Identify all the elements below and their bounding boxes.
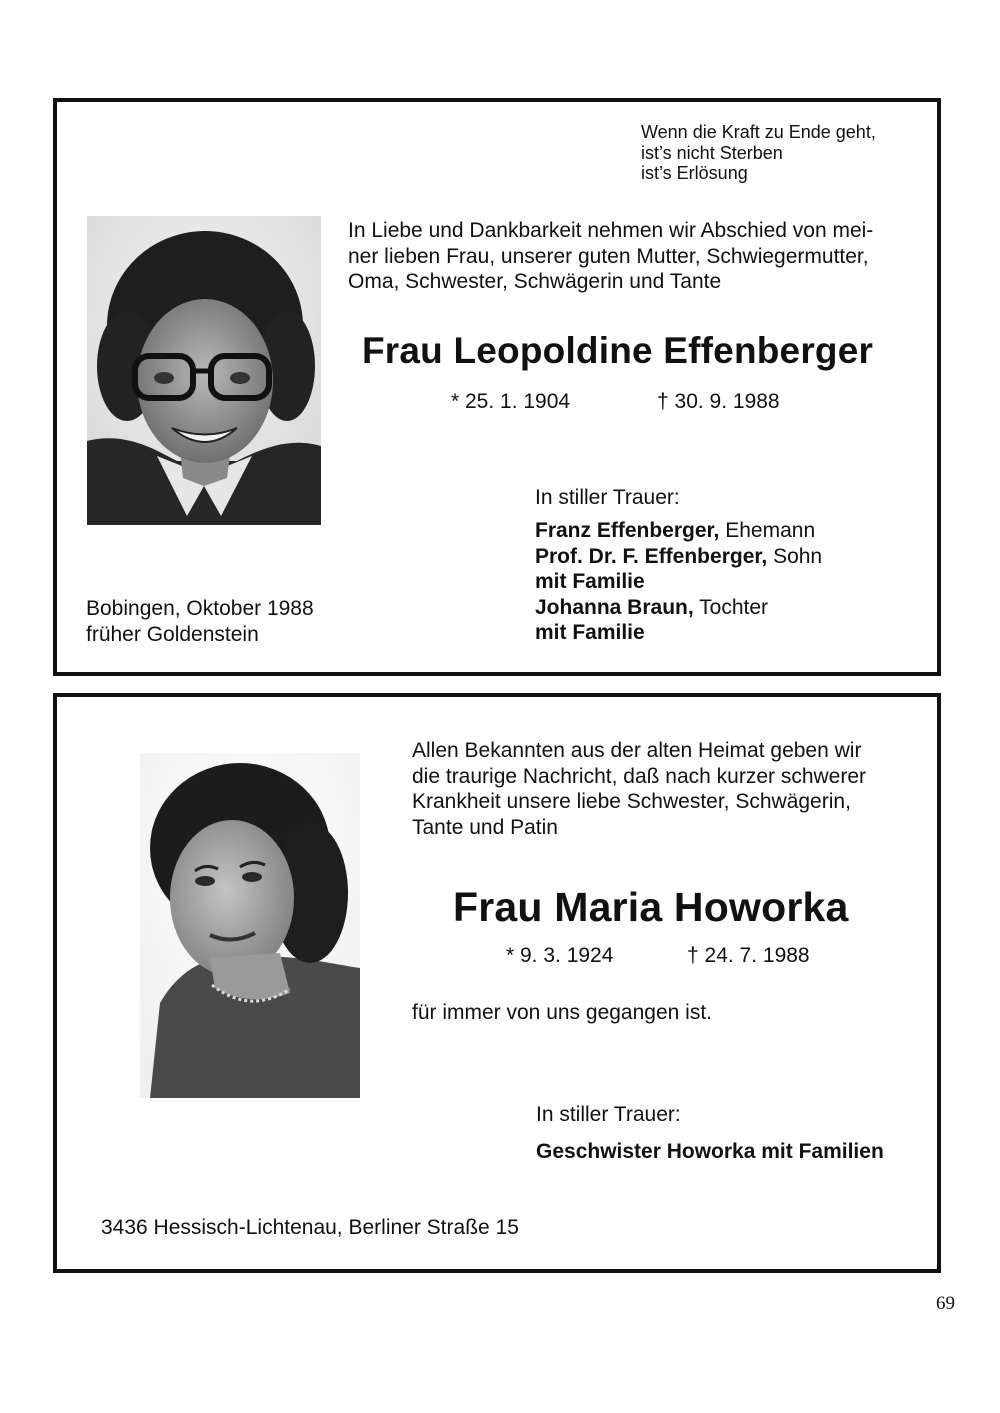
mourner-line bbox=[535, 620, 822, 646]
birth-date: * 25. 1. 1904 bbox=[451, 390, 571, 413]
closing-text: für immer von uns gegangen ist. bbox=[412, 1001, 712, 1024]
death-date: † 30. 9. 1988 bbox=[657, 390, 780, 413]
mourner-line bbox=[535, 595, 822, 621]
birth-date: * 9. 3. 1924 bbox=[506, 944, 614, 967]
intro-line: Allen Bekannten aus der alten Heimat geben wir bbox=[412, 739, 862, 762]
deceased-name: Frau Leopoldine Effenberger bbox=[362, 330, 874, 371]
intro-text bbox=[412, 738, 866, 840]
mourners-list bbox=[535, 518, 822, 646]
mourner-role: Sohn bbox=[767, 544, 823, 568]
mourning-label: In stiller Trauer: bbox=[536, 1103, 681, 1126]
mourning-label: In stiller Trauer: bbox=[535, 486, 680, 509]
deceased-name: Frau Maria Howorka bbox=[453, 884, 849, 930]
mourner-name: mit Familie bbox=[535, 570, 645, 593]
place-and-date bbox=[86, 596, 314, 647]
intro-line: ner lieben Frau, unserer guten Mutter, Schwiegermutter, bbox=[348, 244, 869, 268]
intro-text bbox=[348, 218, 873, 295]
page-number: 69 bbox=[936, 1293, 955, 1314]
portrait-photo-leopoldine bbox=[87, 216, 321, 525]
obituary-notice-howorka bbox=[53, 693, 941, 1273]
motto bbox=[641, 122, 876, 184]
place-line: früher Goldenstein bbox=[86, 622, 259, 646]
mourners: Geschwister Howorka mit Familien bbox=[536, 1140, 884, 1163]
intro-line: In Liebe und Dankbarkeit nehmen wir Abschied von mei- bbox=[348, 219, 874, 242]
mourner-line bbox=[535, 544, 822, 570]
mourner-name: Franz Effenberger, bbox=[535, 519, 720, 542]
mourner-role: Ehemann bbox=[719, 519, 816, 542]
intro-line: Krankheit unsere liebe Schwester, Schwägerin, bbox=[412, 790, 851, 813]
mourner-name: mit Familie bbox=[535, 621, 645, 644]
mourner-name: Prof. Dr. F. Effenberger, bbox=[535, 544, 768, 568]
intro-line: Oma, Schwester, Schwägerin und Tante bbox=[348, 270, 722, 293]
motto-line: ist’s nicht Sterben bbox=[641, 142, 783, 163]
place-line: Bobingen, Oktober 1988 bbox=[86, 597, 314, 620]
mourner-line bbox=[535, 569, 822, 595]
obituary-notice-effenberger bbox=[53, 98, 941, 676]
address: 3436 Hessisch-Lichtenau, Berliner Straße 15 bbox=[101, 1216, 519, 1239]
intro-line: Tante und Patin bbox=[412, 815, 558, 839]
intro-line: die traurige Nachricht, daß nach kurzer schwerer bbox=[412, 764, 867, 788]
mourner-name: Johanna Braun, bbox=[535, 595, 694, 619]
death-date: † 24. 7. 1988 bbox=[687, 944, 810, 967]
motto-line: ist’s Erlösung bbox=[641, 163, 748, 183]
mourner-role: Tochter bbox=[693, 595, 769, 619]
portrait-photo-maria bbox=[140, 753, 360, 1098]
motto-line: Wenn die Kraft zu Ende geht, bbox=[641, 122, 876, 142]
mourner-line bbox=[535, 518, 822, 544]
